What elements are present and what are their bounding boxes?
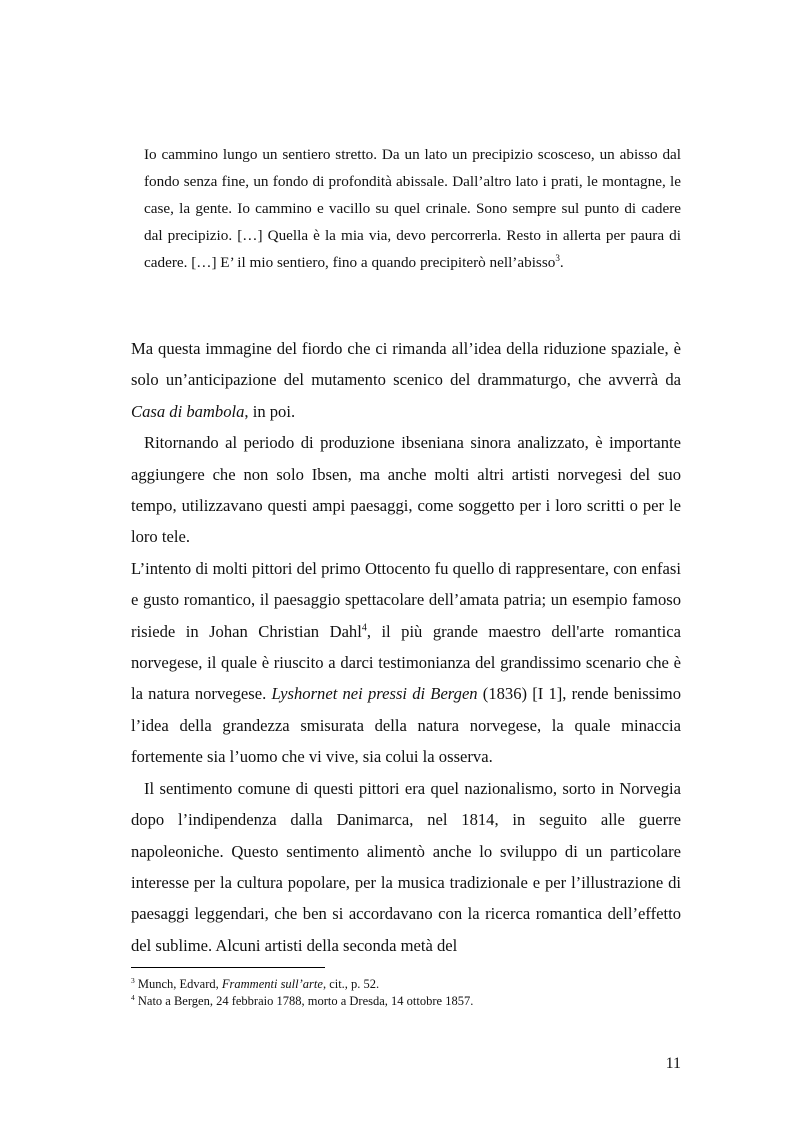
quote-text: Io cammino lungo un sentiero stretto. Da un lato un precipizio scosceso, un abisso dal fondo senza fine, un fondo di profondità abissale. Dall’altro lato i prati, le montagne, le case, la gente. Io cammino e vacillo su quel crinale. Sono sempre sul punto di cadere dal precipizio. […] Quella è la mia via, devo percorrerla. Resto in allerta per paura di cadere. […] E’ il mio sentiero, fino a quando precipiterò nell’abisso bbox=[144, 146, 681, 271]
footnote-4-text: Nato a Bergen, 24 febbraio 1788, morto a Dresda, 14 ottobre 1857. bbox=[134, 994, 474, 1008]
paragraph-2: Ritornando al periodo di produzione ibseniana sinora analizzato, è importante aggiungere che non solo Ibsen, ma anche molti altri artisti norvegesi del suo tempo, utilizzavano questi ampi paesaggi, come soggetto per i loro scritti o per le loro tele. bbox=[131, 433, 681, 547]
paragraph-3-text-middle: , il più grande maestro dell'arte romantica norvegese, il quale è riuscito a darci testimonianza del grandissimo scenario che è la natura norvegese. bbox=[131, 621, 681, 704]
paragraph-1-text: Ma questa immagine del fiordo che ci rimanda all’idea della riduzione spaziale, è solo un’anticipazione del mutamento scenico del drammaturgo, che avverrà da bbox=[131, 339, 681, 390]
footnote-4-number: 4 bbox=[131, 992, 135, 1002]
work-title-casa-di-bambola: Casa di bambola bbox=[131, 401, 245, 421]
footnotes bbox=[131, 976, 691, 1010]
paragraph-4: Il sentimento comune di questi pittori era quel nazionalismo, sorto in Norvegia dopo l’indipendenza dalla Danimarca, nel 1814, in seguito alle guerre napoleoniche. Questo sentimento alimentò anche lo sviluppo di un particolare interesse per la cultura popolare, per la musica tradizionale e per l’illustrazione di paesaggi leggendari, che ben si accordavano con la ricerca romantica dell’effetto del sublime. Alcuni artisti della seconda metà del bbox=[131, 778, 681, 955]
footnote-3-title: Frammenti sull’arte bbox=[221, 977, 323, 991]
footnote-3-number: 3 bbox=[131, 975, 135, 985]
footnote-3 bbox=[131, 976, 691, 993]
footnote-4 bbox=[131, 993, 691, 1010]
work-title-lyshornet: Lyshornet nei pressi di Bergen bbox=[271, 684, 478, 704]
footnote-ref-4[interactable]: 4 bbox=[361, 622, 367, 634]
paragraph-3-text: L’intento di molti pittori del primo Ottocento fu quello di rappresentare, con enfasi e gusto romantico, il paesaggio spettacolare dell’amata patria; un esempio famoso risiede in Johan Christian Dahl bbox=[131, 558, 681, 641]
footnote-ref-3[interactable]: 3 bbox=[555, 252, 560, 263]
body-text bbox=[131, 333, 681, 961]
quote-end: . bbox=[559, 254, 564, 271]
block-quote bbox=[144, 141, 681, 276]
paragraph-1 bbox=[131, 333, 681, 427]
paragraph-3 bbox=[131, 553, 681, 773]
page-number: 11 bbox=[665, 1055, 681, 1072]
paragraph-3-text-end: (1836) [I 1], rende benissimo l’idea della grandezza smisurata della natura norvegese, la quale minaccia fortemente sia l’uomo che vi vive, sia colui la osserva. bbox=[131, 684, 681, 767]
footnote-3-text-end: , cit., p. 52. bbox=[322, 977, 380, 991]
paragraph-1-text-end: , in poi. bbox=[244, 401, 296, 421]
footnote-3-text: Munch, Edvard, bbox=[134, 977, 222, 991]
footnote-divider bbox=[131, 967, 325, 968]
